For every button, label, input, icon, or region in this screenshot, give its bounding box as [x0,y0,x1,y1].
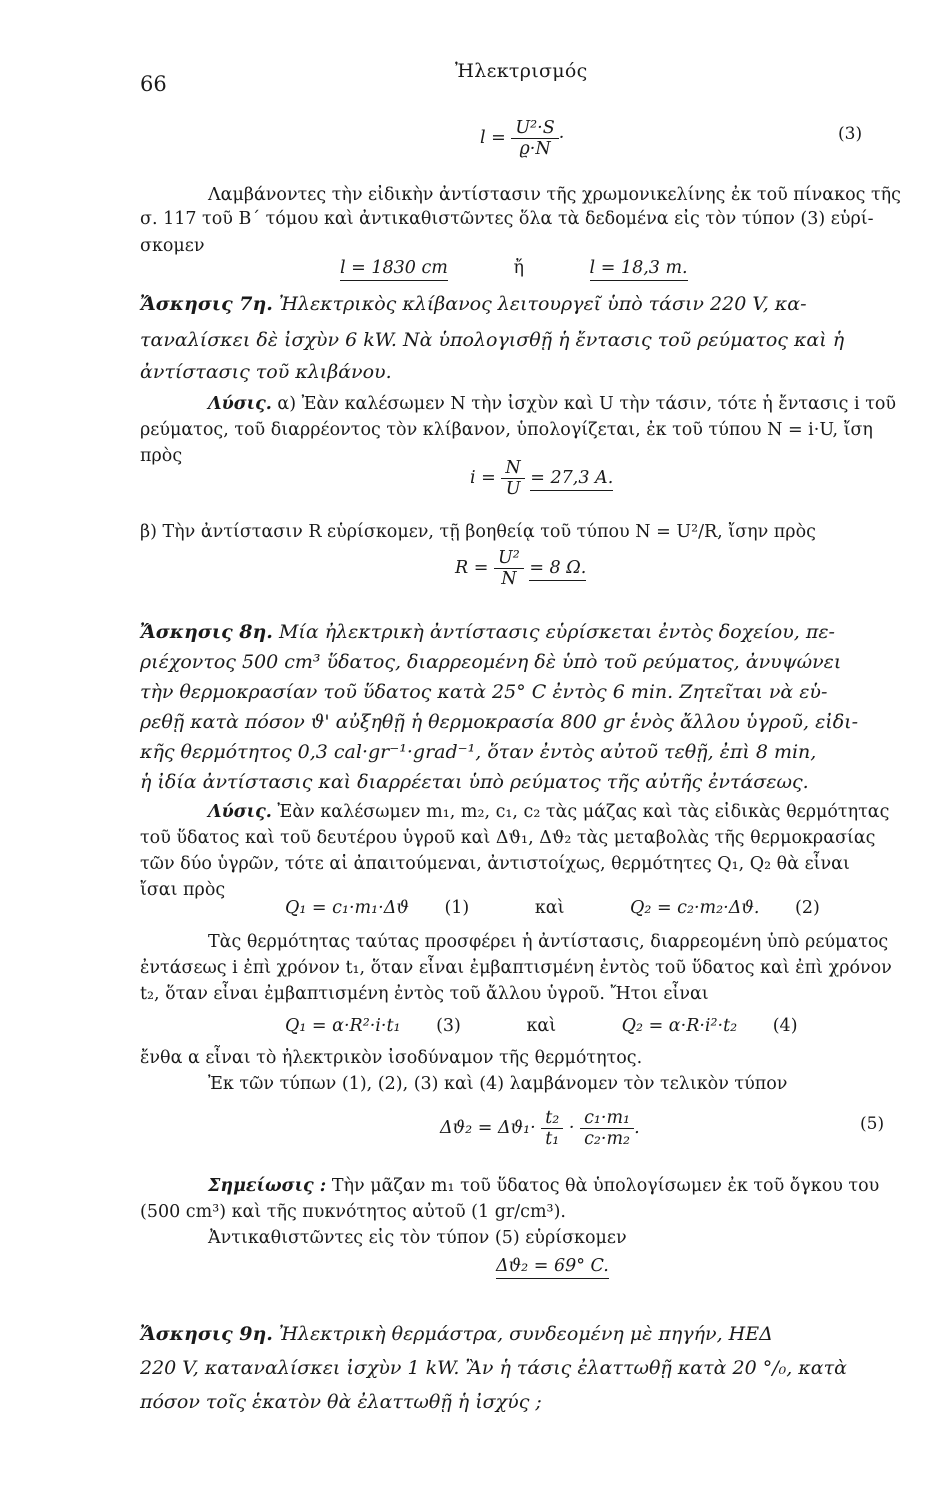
result-line [340,258,688,278]
formula-lhs: R = [455,558,489,578]
solution-line [208,392,952,416]
text-line: 220 V, καταναλίσκει ἰσχὺν 1 kW. Ἂν ἡ τάσις ἐλαττωθῇ κατὰ 20 °/₀, κατὰ [140,1357,847,1379]
fraction [541,1108,563,1149]
formula-resistance [455,548,586,589]
exercise-text: Ἠλεκτρικὴ θερμάστρα, συνδεομένη μὲ πηγήν, ΗΕΔ [278,1323,773,1345]
formula-q1: Q₁ = c₁·m₁·Δϑ [285,898,409,918]
result-cm: l = 1830 cm [340,258,448,281]
fraction [511,118,558,159]
note-label: Σημείωσις : [208,1176,327,1196]
denominator: t₁ [545,1129,560,1149]
equation-tag: (2) [795,898,820,918]
page-number: 66 [140,72,167,96]
exercise-label: Ἄσκησις 9η. [140,1323,273,1345]
formula-5 [440,1108,640,1149]
denominator: c₂·m₂ [584,1129,631,1149]
fraction [580,1108,634,1149]
text-line: τὴν θερμοκρασίαν τοῦ ὕδατος κατὰ 25° C ἐντὸς 6 min. Ζητεῖται νὰ εὑ- [140,681,828,703]
equation-tag: (3) [838,124,863,144]
solution-text: Ἐὰν καλέσωμεν m₁, m₂, c₁, c₂ τὰς μάζας καὶ τὰς εἰδικὰς θερμότητας [277,802,890,822]
solution-text: α) Ἐὰν καλέσωμεν N τὴν ἰσχὺν καὶ U τὴν τάσιν, τότε ἡ ἔντασις i τοῦ [277,394,897,414]
final-result [496,1256,609,1276]
exercise-8-statement [140,620,940,644]
text-line: t₂, ὅταν εἶναι ἐμβαπτισμένη ἐντὸς τοῦ ἄλλου ὑγροῦ. Ἤτοι εἶναι [140,984,709,1004]
formula-current [470,458,613,499]
fraction [494,548,524,589]
text-line: Ἐκ τῶν τύπων (1), (2), (3) καὶ (4) λαμβάνομεν τὸν τελικὸν τύπον [208,1074,788,1094]
note-text: Τὴν μᾶζαν m₁ τοῦ ὕδατος θὰ ὑπολογίσωμεν ἐκ τοῦ ὄγκου του [331,1176,880,1196]
exercise-label: Ἄσκησις 8η. [140,621,273,643]
numerator: t₂ [541,1108,563,1129]
formula-dot: · [568,1118,575,1138]
denominator: U [505,479,521,499]
text-line: (500 cm³) καὶ τῆς πυκνότητος αὐτοῦ (1 gr/cm³). [140,1202,566,1222]
numerator: N [501,458,524,479]
text-line: Ἀντικαθιστῶντες εἰς τὸν τύπον (5) εὑρίσκομεν [208,1228,627,1248]
text-line: ρεθῇ κατὰ πόσον ϑ' αὐξηθῇ ἡ θερμοκρασία 800 gr ἑνὸς ἄλλου ὑγροῦ, εἰδι- [140,711,859,733]
formula-rhs: = 8 Ω. [529,558,586,581]
fraction [501,458,524,499]
result-m: l = 18,3 m. [590,258,688,281]
text-line: β) Τὴν ἀντίστασιν R εὑρίσκομεν, τῇ βοηθείᾳ τοῦ τύπου N = U²/R, ἴσην πρὸς [140,522,816,542]
text-line: ἐντάσεως i ἐπὶ χρόνον t₁, ὅταν εἶναι ἐμβαπτισμένη ἐντὸς τοῦ ὕδατος καὶ ἐπὶ χρόνον [140,958,892,978]
equation-tag: (1) [444,898,470,918]
result-value: Δϑ₂ = 69° C. [496,1256,609,1279]
formula-end: . [634,1118,640,1138]
formula-1-2 [285,898,820,918]
formula-lhs: i = [470,468,496,488]
formula-q2: Q₂ = α·R·i²·t₂ [621,1016,738,1036]
numerator: c₁·m₁ [580,1108,634,1129]
exercise-text: Μία ἠλεκτρικὴ ἀντίστασις εὑρίσκεται ἐντὸς δοχείου, πε- [278,621,835,643]
and-word: καὶ [534,898,565,918]
formula-lhs: l = [480,128,506,148]
exercise-text: Ἠλεκτρικὸς κλίβανος λειτουργεῖ ὑπὸ τάσιν 220 V, κα- [278,293,807,315]
text-line: Λαμβάνοντες τὴν εἰδικὴν ἀντίστασιν τῆς χρωμονικελίνης ἐκ τοῦ πίνακος τῆς [208,185,901,205]
solution-line [208,800,952,824]
formula-dot: · [558,128,565,148]
text-line: σκομεν [140,236,205,256]
running-header: Ἠλεκτρισμός [455,60,588,82]
formula-q1: Q₁ = α·R²·i·t₁ [285,1016,401,1036]
exercise-label: Ἄσκησις 7η. [140,293,273,315]
equation-tag: (5) [860,1114,885,1134]
text-line: πρὸς [140,446,183,466]
formula-rhs: = 27,3 A. [530,468,613,491]
text-line: κῆς θερμότητος 0,3 cal·gr⁻¹·grad⁻¹, ὅταν ἐντὸς αὐτοῦ τεθῇ, ἐπὶ 8 min, [140,741,817,763]
text-line: τῶν δύο ὑγρῶν, τότε αἱ ἀπαιτούμεναι, ἀντιστοίχως, θερμότητες Q₁, Q₂ θὰ εἶναι [140,854,850,874]
text-line: ἡ ἰδία ἀντίστασις καὶ διαρρέεται ὑπὸ ρεύματος τῆς αὐτῆς ἐντάσεως. [140,771,809,793]
text-line: ἴσαι πρὸς [140,880,226,900]
formula-3-4 [285,1016,798,1036]
exercise-7-statement [140,292,940,316]
numerator: U² [494,548,524,569]
and-word: καὶ [526,1016,557,1036]
solution-label: Λύσις. [208,394,272,414]
denominator: N [501,569,517,589]
text-line: τοῦ ὕδατος καὶ τοῦ δευτέρου ὑγροῦ καὶ Δϑ₁, Δϑ₂ τὰς μεταβολὰς τῆς θερμοκρασίας [140,828,876,848]
text-line: ταναλίσκει δὲ ἰσχὺν 6 kW. Νὰ ὑπολογισθῇ ἡ ἔντασις τοῦ ρεύματος καὶ ἡ [140,329,845,351]
formula-q2: Q₂ = c₂·m₂·Δϑ. [630,898,760,918]
equation-tag: (3) [436,1016,461,1036]
solution-label: Λύσις. [208,802,272,822]
text-line: Τὰς θερμότητας ταύτας προσφέρει ἡ ἀντίστασις, διαρρεομένη ὑπὸ ρεύματος [208,932,889,952]
text-line: πόσον τοῖς ἑκατὸν θὰ ἐλαττωθῇ ἡ ἰσχύς ; [140,1391,542,1413]
denominator: ϱ·N [519,139,551,159]
exercise-9-statement [140,1322,940,1346]
note-line [208,1174,952,1198]
equation-tag: (4) [772,1016,798,1036]
or-word: ἤ [513,258,524,278]
text-line: ἀντίστασις τοῦ κλιβάνου. [140,361,392,383]
formula-lhs: Δϑ₂ = Δϑ₁· [440,1118,536,1138]
numerator: U²·S [511,118,558,139]
text-line: σ. 117 τοῦ Β΄ τόμου καὶ ἀντικαθιστῶντες ὅλα τὰ δεδομένα εἰς τὸν τύπον (3) εὑρί- [140,209,874,229]
text-line: ρεύματος, τοῦ διαρρέοντος τὸν κλίβανον, ὑπολογίζεται, ἐκ τοῦ τύπου N = i·U, ἴση [140,420,873,440]
text-line: ριέχοντος 500 cm³ ὕδατος, διαρρεομένη δὲ ὑπὸ τοῦ ρεύματος, ἀνυψώνει [140,651,842,673]
formula-3 [480,118,564,159]
text-line: ἔνθα α εἶναι τὸ ἠλεκτρικὸν ἰσοδύναμον τῆς θερμότητος. [140,1048,643,1068]
